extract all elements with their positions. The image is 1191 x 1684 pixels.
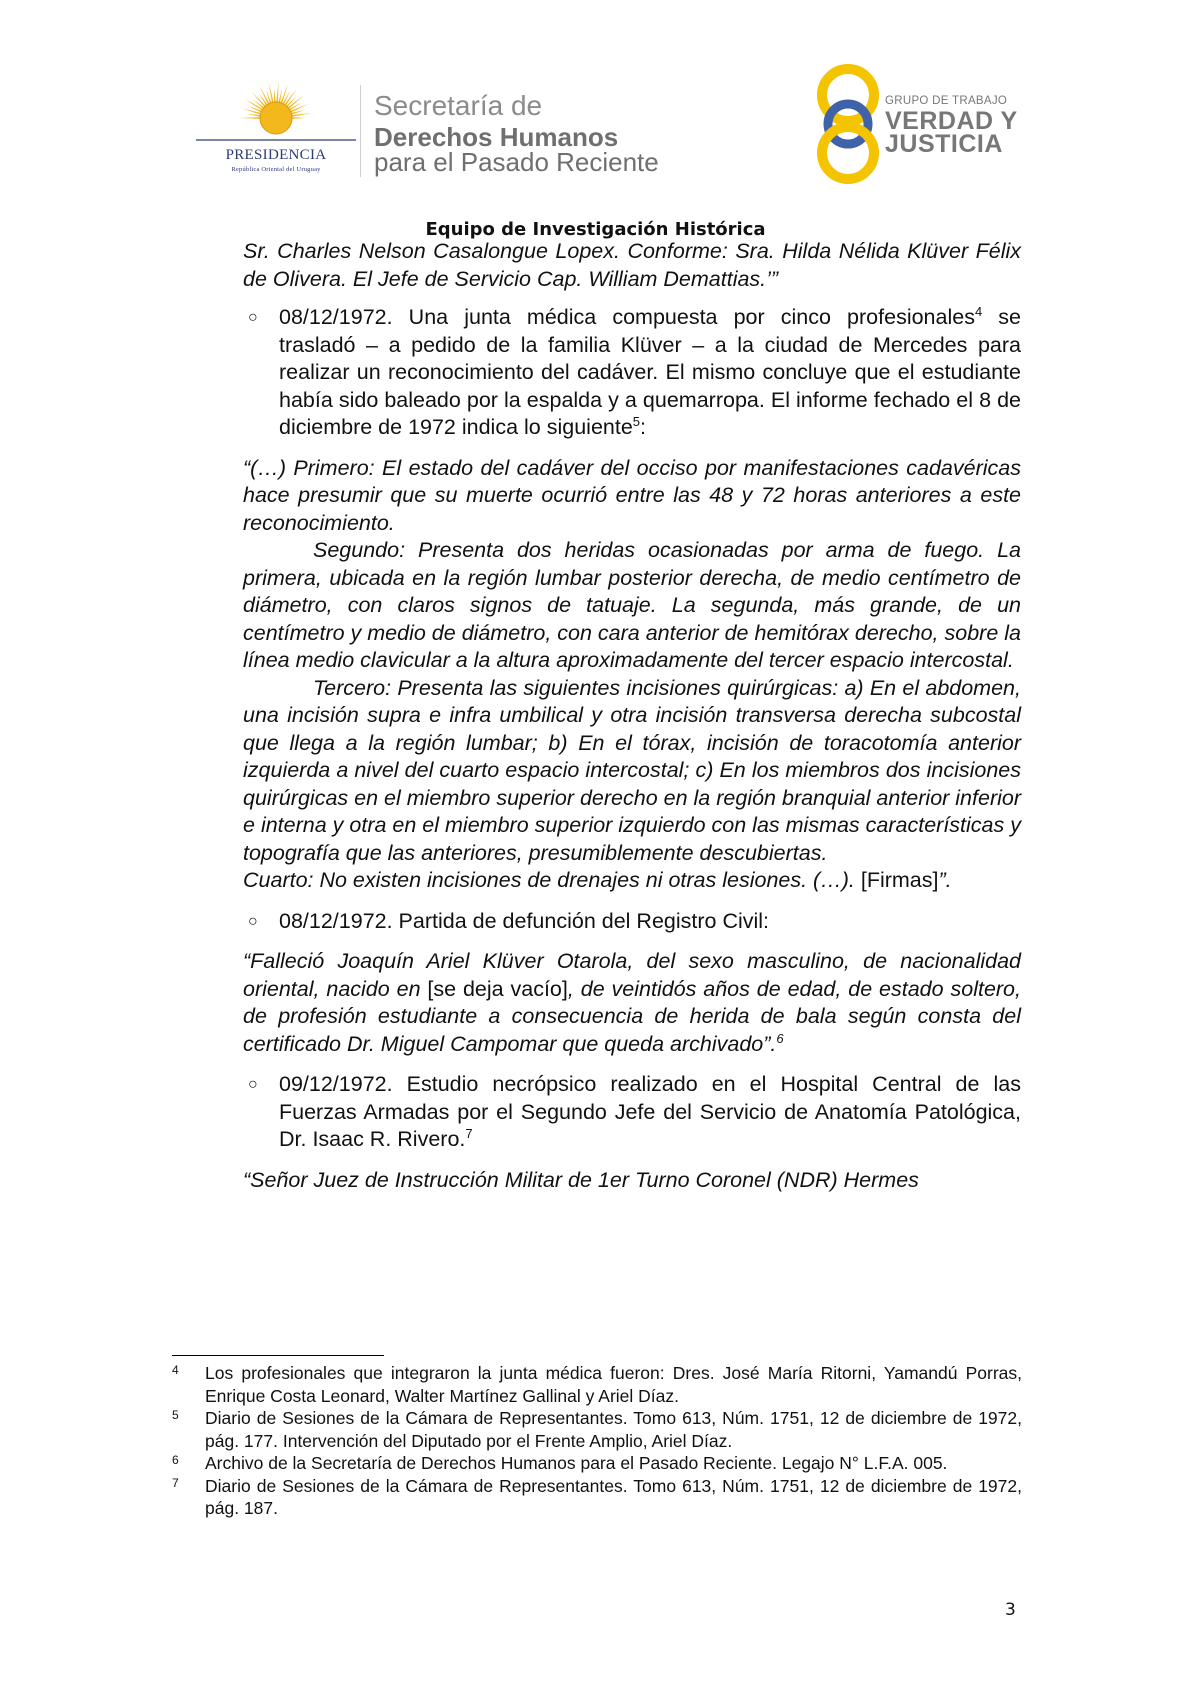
bullet-marker: ○ — [248, 912, 258, 930]
bullet-junta-medica: ○ 08/12/1972. Una junta médica compuesta por cinco profesionales$^4$ se trasladó – a pedido de la familia Klüver – a la ciudad de Mercedes para realizar un reconocimiento del cadáver. El mismo concluye que el estudiante había sido baleado por la espalda y a quemarropa. El informe fechado el 8 de diciembre de 1972 indica lo siguiente$^5$: — [248, 304, 1021, 439]
secretaria-line1: Secretaría de — [374, 90, 543, 121]
sun-ray — [274, 88, 276, 103]
quote-cuarto: Cuarto: No existen incisiones de drenajes ni otras lesiones. (…). [Firmas]”. — [243, 868, 952, 892]
footnote-ref: 7 — [465, 1126, 473, 1141]
footnote-ref: 5 — [632, 414, 641, 429]
document-body — [243, 238, 1021, 1194]
verdad-justicia-rings-logo — [808, 63, 888, 185]
unit-title: Equipo de Investigación Histórica — [425, 219, 766, 240]
secretaria-line2: Derechos Humanos — [374, 122, 619, 152]
bullet-estudio-necropsico: ○ 09/12/1972. Estudio necrópsico realizado en el Hospital Central de las Fuerzas Armadas por el Segundo Jefe del Servicio de Anatomía Patológica, Dr. Isaac R. Rivero.$^7$ — [248, 1072, 1021, 1151]
page-header — [0, 0, 1191, 215]
quote-ending-paragraph: Sr. Charles Nelson Casalongue Lopex. Conforme: Sra. Hilda Nélida Klüver Félix de Olivera. El Jefe de Servicio Cap. William Demattias.’” — [243, 239, 1021, 291]
page-number: 3 — [1005, 1600, 1016, 1620]
quote-primero: “(…) Primero: El estado del cadáver del occiso por manifestaciones cadavéricas hace presumir que su muerte ocurrió entre las 48 y 72 horas anteriores a este reconocimiento. — [243, 455, 1021, 535]
sun-ray — [291, 117, 306, 119]
quote-juez-start: “Señor Juez de Instrucción Militar de 1er Turno Coronel (NDR) Hermes — [243, 1167, 919, 1192]
sun-ray — [240, 117, 261, 119]
grupo-line2: VERDAD Y — [885, 107, 1018, 135]
footnote: 6 Archivo de la Secretaría de Derechos Humanos para el Pasado Reciente. Legajo N° L.F.A. 005. — [172, 1453, 948, 1473]
sun-ray — [276, 82, 278, 103]
sun-ray — [246, 114, 261, 117]
quote-segundo: Segundo: Presenta dos heridas ocasionadas por arma de fuego. La primera, ubicada en la región lumbar posterior derecha, de medio centímetro de diámetro, con claros signos de tatuaje. La segunda, más grande, de un centímetro y medio de diámetro, con cara anterior de hemitórax derecho, sobre la línea medio clavicular a la altura aproximadamente del tercer espacio intercostal. — [243, 538, 1021, 672]
quote-defuncion: “Falleció Joaquín Ariel Klüver Otarola, del sexo masculino, de nacionalidad oriental, nacido en [se deja vacío], de veintidós años de edad, de estado soltero, de profesión estudiante a consecuencia de herida de bala según consta del certificado Dr. Miguel Campomar que queda archivado”.$^6$ — [243, 949, 1021, 1056]
bullet-partida-defuncion: ○ 08/12/1972. Partida de defunción del Registro Civil: — [243, 908, 1021, 936]
grupo-line1: GRUPO DE TRABAJO — [885, 95, 1008, 107]
footnotes — [172, 1362, 1022, 1520]
presidencia-name: PRESIDENCIA — [225, 147, 327, 163]
footnote-ref: 6 — [776, 1030, 784, 1046]
footnote: 5 Diario de Sesiones de la Cámara de Representantes. Tomo 613, Núm. 1751, 12 de diciembre de 1972, pág. 177. Intervención del Diputado por el Frente Amplio, Ariel Díaz. — [172, 1408, 1022, 1451]
sun-ray — [251, 92, 266, 108]
presidencia-sun-logo — [196, 80, 356, 180]
quote-tercero: Tercero: Presenta las siguientes incisiones quirúrgicas: a) En el abdomen, una incisión supra e infra umbilical y otra incisión transversa derecha subcostal que llega a la región lumbar; b) En el tórax, incisión de toracotomía anterior izquierda a nivel del cuarto espacio intercostal; c) En los miembros dos incisiones quirúrgicas en el miembro superior derecho en la región branquial anterior inferior e interna y otra en el miembro superior izquierdo con las mismas características y topografía que las anteriores, presumiblemente descubiertas. — [243, 675, 1021, 865]
grupo-line3: JUSTICIA — [885, 130, 1003, 158]
footnote: 4 Los profesionales que integraron la junta médica fueron: Dres. José María Ritorni, Yamandú Porras, Enrique Costa Leonard, Walter Martínez Gallinal y Ariel Díaz. — [172, 1363, 1022, 1406]
secretaria-line3: para el Pasado Reciente — [374, 147, 659, 177]
presidencia-subtitle: República Oriental del Uruguay — [231, 166, 321, 173]
bullet-marker: ○ — [248, 309, 258, 326]
sun-ray — [241, 108, 261, 115]
header-divider — [360, 85, 361, 177]
bullet-marker: ○ — [248, 1076, 258, 1093]
footnote-ref: 4 — [974, 304, 983, 319]
footnote-separator — [172, 1355, 384, 1356]
footnote: 7 Diario de Sesiones de la Cámara de Representantes. Tomo 613, Núm. 1751, 12 de diciembre de 1972, pág. 187. — [172, 1475, 1022, 1518]
